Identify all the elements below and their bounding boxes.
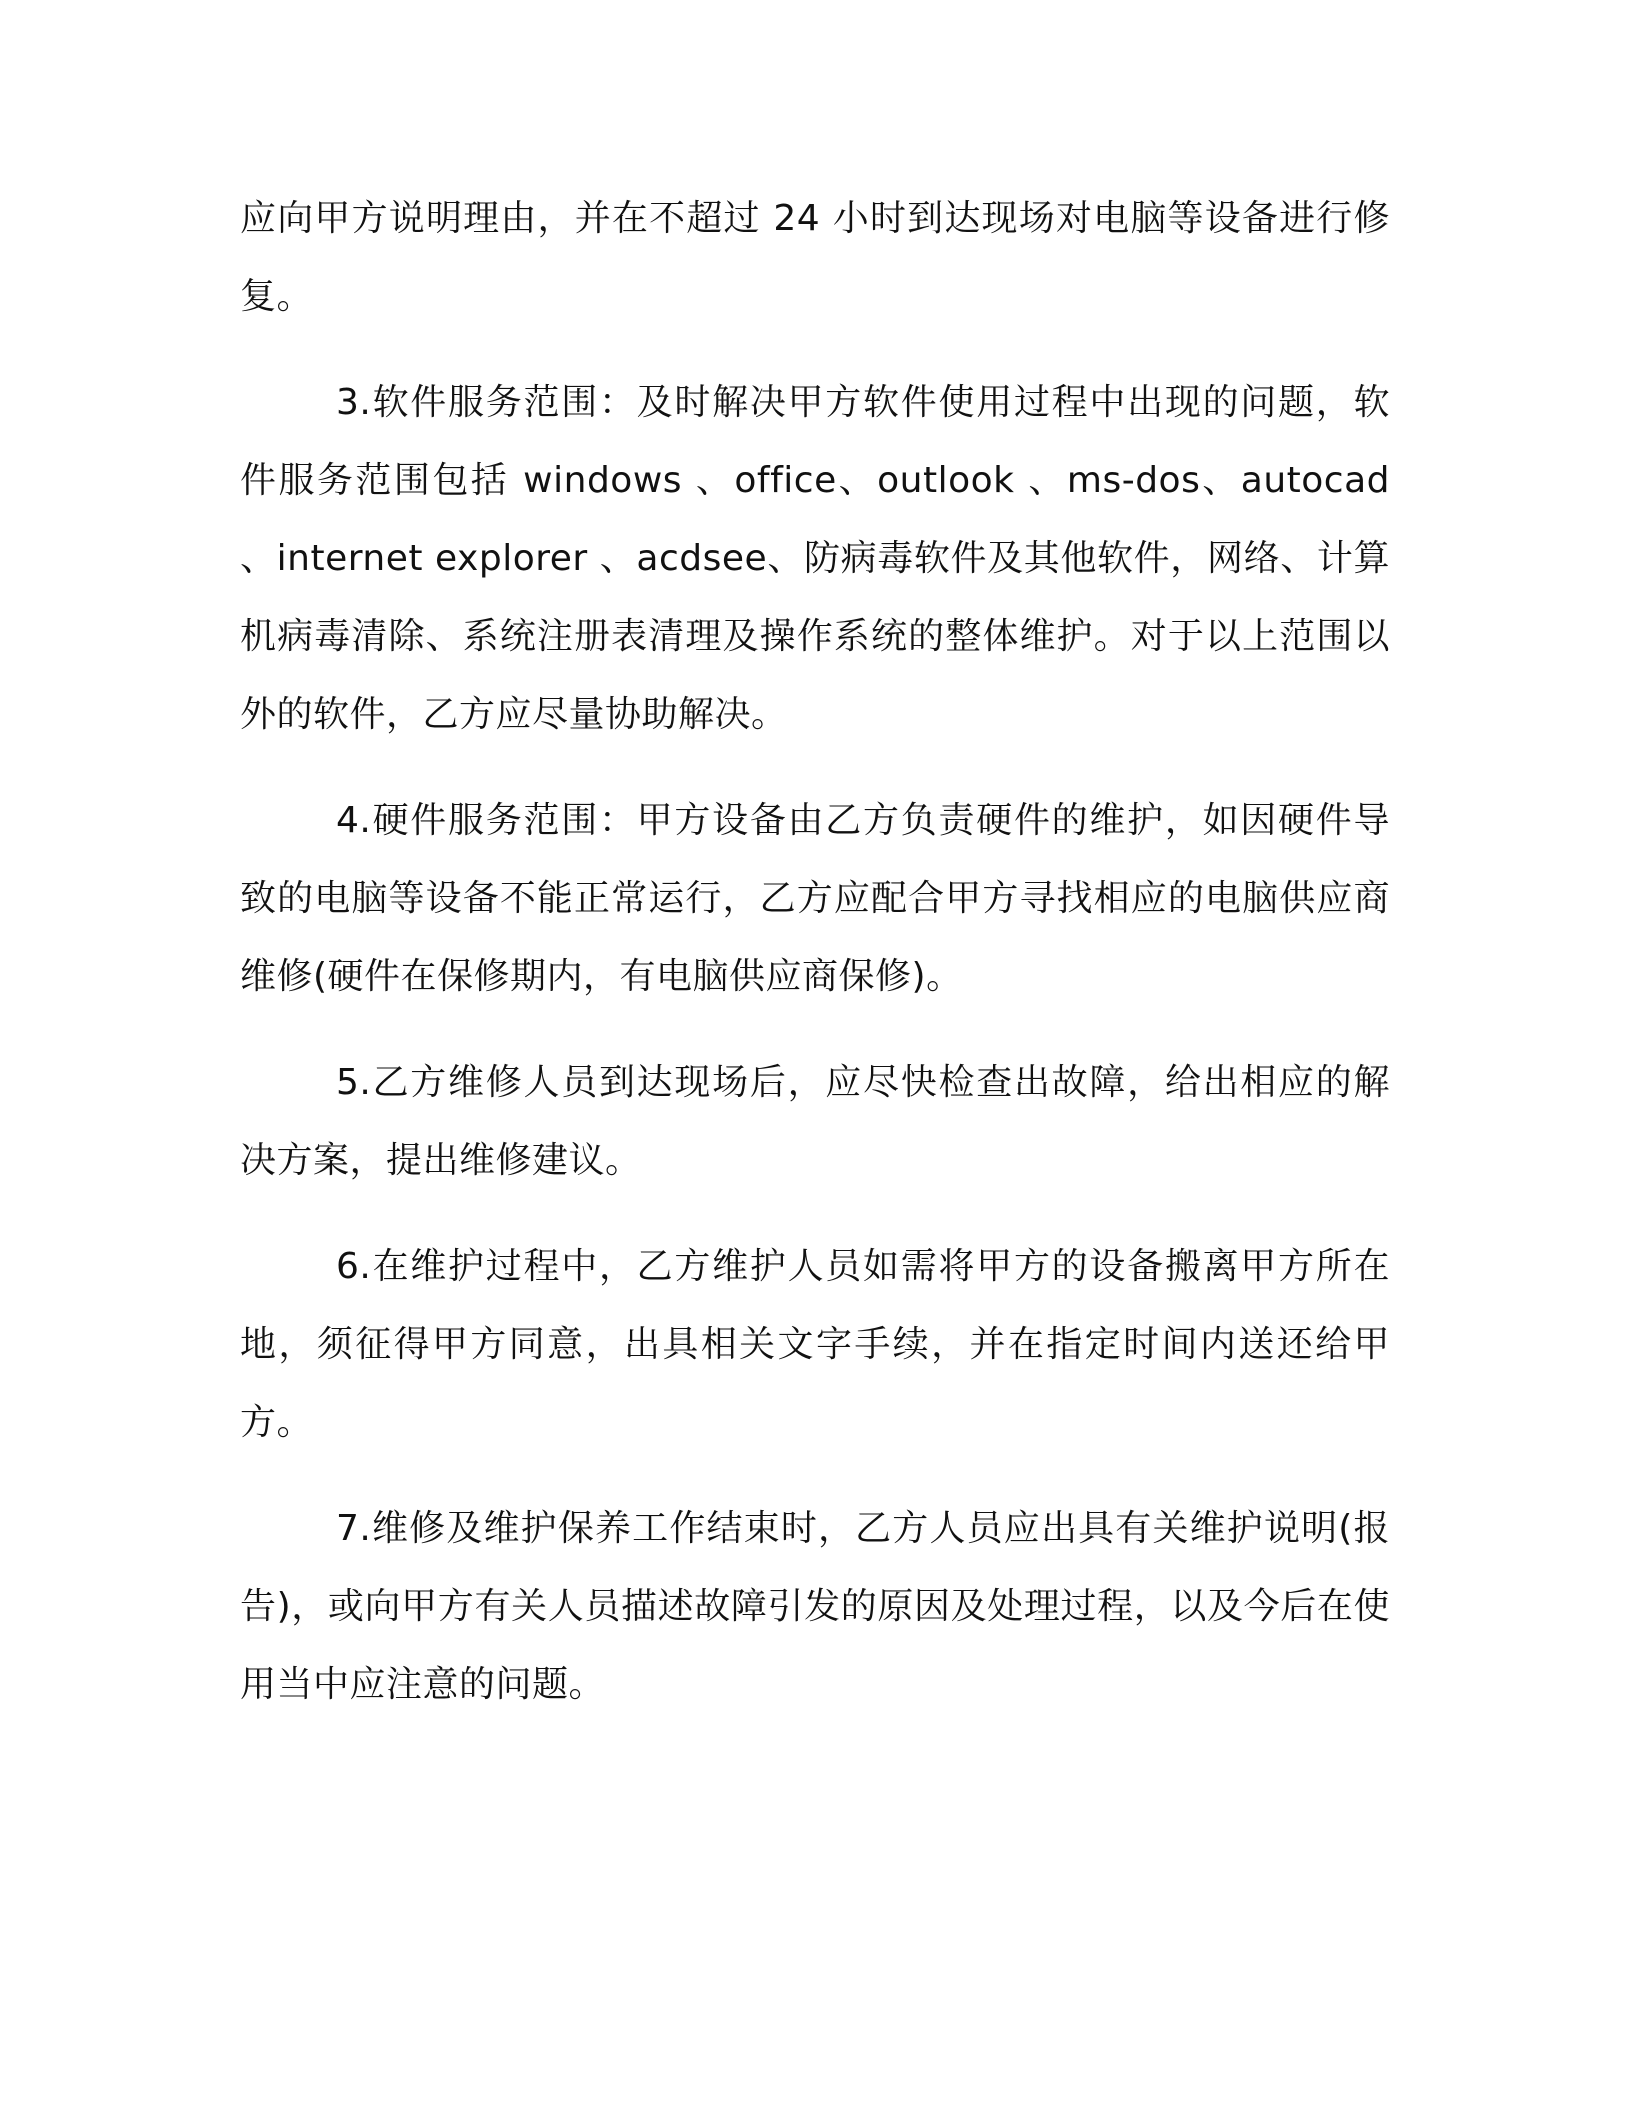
paragraph-hardware-scope: 4.硬件服务范围：甲方设备由乙方负责硬件的维护，如因硬件导致的电脑等设备不能正常运行，乙方应配合甲方寻找相应的电脑供应商维修(硬件在保修期内，有电脑供应商保修)。 [240, 800, 1390, 997]
paragraph-onsite-diagnosis: 5.乙方维修人员到达现场后，应尽快检查出故障，给出相应的解决方案，提出维修建议。 [240, 1062, 1390, 1181]
paragraph-continuation: 应向甲方说明理由，并在不超过 24 小时到达现场对电脑等设备进行修复。 [240, 198, 1390, 317]
paragraph-software-scope: 3.软件服务范围：及时解决甲方软件使用过程中出现的问题，软件服务范围包括 windows 、office、outlook 、ms-dos、autocad 、internet explorer 、acdsee、防病毒软件及其他软件，网络、计算机病毒清除、系统注册表清理及操作系统的整体维护。对于以上范围以外的软件，乙方应尽量协助解决。 [240, 382, 1390, 735]
document-body [240, 180, 1390, 1724]
paragraph-equipment-removal: 6.在维护过程中，乙方维护人员如需将甲方的设备搬离甲方所在地，须征得甲方同意，出具相关文字手续，并在指定时间内送还给甲方。 [240, 1246, 1390, 1443]
paragraph-maintenance-report: 7.维修及维护保养工作结束时，乙方人员应出具有关维护说明(报告)，或向甲方有关人员描述故障引发的原因及处理过程，以及今后在使用当中应注意的问题。 [240, 1508, 1390, 1705]
